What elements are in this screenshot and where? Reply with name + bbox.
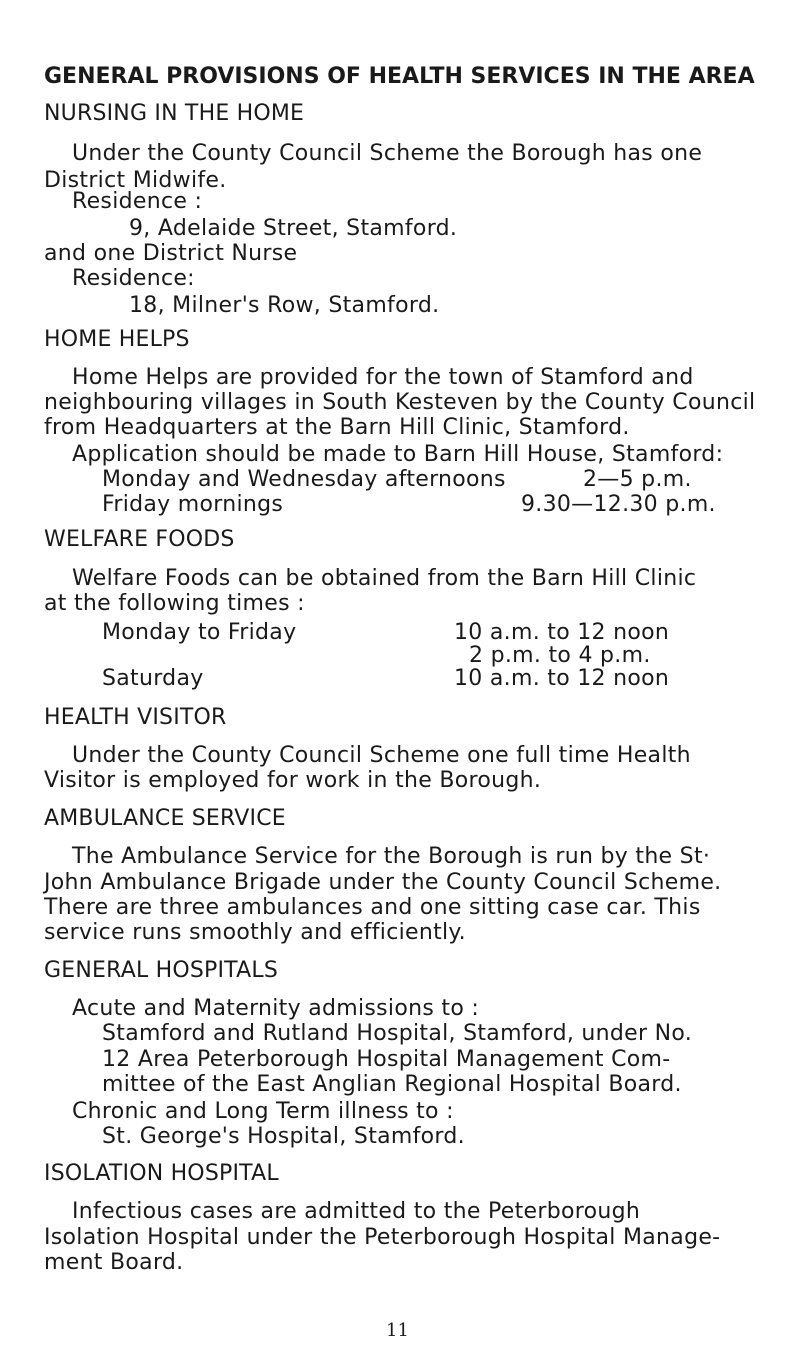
hospitals-line-3: 12 Area Peterborough Hospital Management Com-	[102, 1047, 671, 1072]
page-title: GENERAL PROVISIONS OF HEALTH SERVICES IN THE AREA	[44, 64, 755, 89]
isolation-line-2: Isolation Hospital under the Peterborough Hospital Manage-	[44, 1225, 721, 1250]
schedule-day-2: Friday mornings	[102, 492, 284, 517]
hospitals-line-4: mittee of the East Anglian Regional Hospital Board.	[102, 1072, 682, 1097]
hospitals-line-5: Chronic and Long Term illness to :	[72, 1099, 454, 1124]
home-helps-heading: HOME HELPS	[44, 327, 190, 352]
hospitals-line-2: Stamford and Rutland Hospital, Stamford, under No.	[102, 1021, 693, 1046]
home-helps-line-1: Home Helps are provided for the town of Stamford and	[72, 365, 694, 390]
ambulance-heading: AMBULANCE SERVICE	[44, 806, 286, 831]
page-number: 11	[386, 1320, 409, 1341]
health-visitor-line-1: Under the County Council Scheme one full time Health	[72, 743, 691, 768]
welfare-day-2: Saturday	[102, 666, 204, 691]
schedule-day-1: Monday and Wednesday afternoons	[102, 467, 506, 492]
ambulance-line-4: service runs smoothly and efficiently.	[44, 920, 466, 945]
nursing-line-2: District Midwife.	[44, 168, 227, 193]
ambulance-line-3: There are three ambulances and one sitting case car. This	[44, 895, 701, 920]
isolation-heading: ISOLATION HOSPITAL	[44, 1161, 279, 1186]
hospitals-heading: GENERAL HOSPITALS	[44, 958, 278, 983]
nursing-residence-label-2: Residence:	[72, 266, 195, 291]
welfare-line-1: Welfare Foods can be obtained from the Barn Hill Clinic	[72, 566, 697, 591]
health-visitor-heading: HEALTH VISITOR	[44, 705, 227, 730]
ambulance-line-1: The Ambulance Service for the Borough is run by the St·	[72, 844, 711, 869]
isolation-line-3: ment Board.	[44, 1250, 184, 1275]
welfare-time-3: 10 a.m. to 12 noon	[454, 666, 670, 691]
welfare-day-1: Monday to Friday	[102, 620, 297, 645]
schedule-time-2: 9.30—12.30 p.m.	[521, 492, 716, 517]
nursing-line-1: Under the County Council Scheme the Borough has one	[72, 141, 703, 166]
nursing-residence-address-1: 9, Adelaide Street, Stamford.	[129, 216, 458, 241]
nursing-heading: NURSING IN THE HOME	[44, 101, 305, 126]
ambulance-line-2: John Ambulance Brigade under the County Council Scheme.	[44, 870, 722, 895]
welfare-time-2: 2 p.m. to 4 p.m.	[469, 643, 651, 668]
welfare-time-1: 10 a.m. to 12 noon	[454, 620, 670, 645]
isolation-line-1: Infectious cases are admitted to the Peterborough	[72, 1199, 641, 1224]
home-helps-line-4: Application should be made to Barn Hill House, Stamford:	[72, 442, 724, 467]
welfare-line-2: at the following times :	[44, 591, 305, 616]
nursing-residence-label-1: Residence :	[72, 189, 203, 214]
home-helps-line-2: neighbouring villages in South Kesteven by the County Council	[44, 390, 756, 415]
schedule-time-1: 2—5 p.m.	[583, 467, 692, 492]
hospitals-line-1: Acute and Maternity admissions to :	[72, 996, 480, 1021]
hospitals-line-6: St. George's Hospital, Stamford.	[102, 1124, 465, 1149]
home-helps-line-3: from Headquarters at the Barn Hill Clinic, Stamford.	[44, 415, 630, 440]
nursing-residence-address-2: 18, Milner's Row, Stamford.	[129, 293, 440, 318]
welfare-foods-heading: WELFARE FOODS	[44, 527, 235, 552]
nursing-line-3: and one District Nurse	[44, 241, 298, 266]
health-visitor-line-2: Visitor is employed for work in the Borough.	[44, 768, 542, 793]
